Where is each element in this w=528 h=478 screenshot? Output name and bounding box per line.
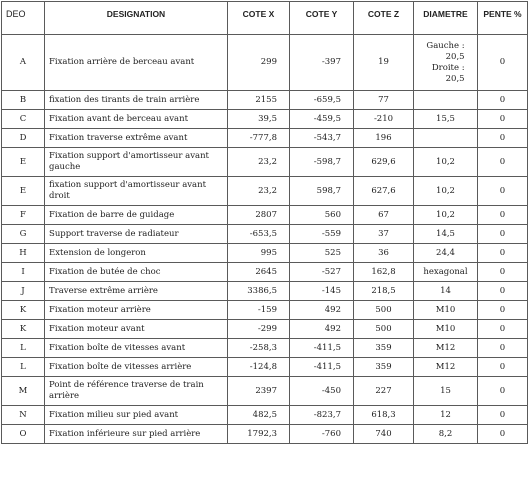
table-row [2, 301, 528, 320]
cell-cote-y: 492 [290, 301, 354, 320]
cell-designation: fixation support d'amortisseur avant droit [45, 177, 228, 206]
cell-pente: 0 [478, 358, 528, 377]
cell-cote-z: 36 [354, 244, 414, 263]
cell-pente: 0 [478, 339, 528, 358]
cell-cote-x: -258,3 [228, 339, 290, 358]
header-cote-z: COTE Z [354, 2, 414, 35]
cell-cote-z: 359 [354, 358, 414, 377]
cell-diametre: M10 [414, 301, 478, 320]
cell-cote-z: 162,8 [354, 263, 414, 282]
cell-deo: E [2, 177, 45, 206]
cell-cote-x: -777,8 [228, 129, 290, 148]
cell-pente: 0 [478, 377, 528, 406]
table-row [2, 110, 528, 129]
header-row [2, 2, 528, 35]
cell-cote-y: -760 [290, 425, 354, 444]
cell-pente: 0 [478, 406, 528, 425]
cell-cote-x: 482,5 [228, 406, 290, 425]
cell-cote-x: 39,5 [228, 110, 290, 129]
cell-pente: 0 [478, 110, 528, 129]
cell-cote-x: -299 [228, 320, 290, 339]
header-deo: DEO [2, 2, 45, 35]
cell-deo: C [2, 110, 45, 129]
table-row [2, 148, 528, 177]
header-pente: PENTE % [478, 2, 528, 35]
cell-deo: F [2, 206, 45, 225]
cell-cote-x: 2645 [228, 263, 290, 282]
cell-pente: 0 [478, 425, 528, 444]
diametre-left-value: 20,5 [445, 51, 465, 62]
cell-cote-y: -411,5 [290, 358, 354, 377]
cell-cote-z: 629,6 [354, 148, 414, 177]
table-row [2, 263, 528, 282]
cell-diametre: 24,4 [414, 244, 478, 263]
cell-cote-z: 19 [354, 35, 414, 91]
cell-cote-z: 618,3 [354, 406, 414, 425]
cell-cote-y: -659,5 [290, 91, 354, 110]
cell-cote-z: 740 [354, 425, 414, 444]
cell-pente: 0 [478, 244, 528, 263]
cell-cote-z: 359 [354, 339, 414, 358]
cell-designation: Fixation traverse extrême avant [45, 129, 228, 148]
cell-diametre: 14 [414, 282, 478, 301]
cell-cote-y: -459,5 [290, 110, 354, 129]
cell-designation: Fixation inférieure sur pied arrière [45, 425, 228, 444]
header-cote-x: COTE X [228, 2, 290, 35]
cell-deo: J [2, 282, 45, 301]
cell-designation: Fixation arrière de berceau avant [45, 35, 228, 91]
cell-cote-y: 492 [290, 320, 354, 339]
cell-diametre: hexagonal [414, 263, 478, 282]
cell-designation: Point de référence traverse de train arrière [45, 377, 228, 406]
table-row [2, 129, 528, 148]
cell-cote-x: 23,2 [228, 148, 290, 177]
cell-designation: Support traverse de radiateur [45, 225, 228, 244]
dimensions-table [1, 1, 528, 444]
cell-cote-x: 2397 [228, 377, 290, 406]
cell-deo: L [2, 339, 45, 358]
cell-cote-x: 2155 [228, 91, 290, 110]
cell-pente: 0 [478, 206, 528, 225]
cell-cote-x: 299 [228, 35, 290, 91]
header-designation: DESIGNATION [45, 2, 228, 35]
cell-designation: Traverse extrême arrière [45, 282, 228, 301]
cell-pente: 0 [478, 35, 528, 91]
cell-cote-y: -543,7 [290, 129, 354, 148]
cell-cote-z: 67 [354, 206, 414, 225]
table-row [2, 206, 528, 225]
cell-cote-z: 227 [354, 377, 414, 406]
cell-diametre: 10,2 [414, 206, 478, 225]
cell-diametre: M12 [414, 339, 478, 358]
cell-deo: K [2, 320, 45, 339]
header-cote-y: COTE Y [290, 2, 354, 35]
table-row [2, 244, 528, 263]
table-row [2, 425, 528, 444]
cell-cote-y: -823,7 [290, 406, 354, 425]
cell-pente: 0 [478, 91, 528, 110]
cell-cote-z: 500 [354, 301, 414, 320]
cell-diametre [414, 91, 478, 110]
cell-cote-y: 598,7 [290, 177, 354, 206]
cell-cote-x: 23,2 [228, 177, 290, 206]
cell-cote-x: 2807 [228, 206, 290, 225]
cell-deo: E [2, 148, 45, 177]
cell-pente: 0 [478, 129, 528, 148]
cell-diametre: 15 [414, 377, 478, 406]
table-row [2, 35, 528, 91]
cell-deo: D [2, 129, 45, 148]
cell-designation: Fixation milieu sur pied avant [45, 406, 228, 425]
cell-diametre: 10,2 [414, 177, 478, 206]
diametre-left-label: Gauche : [426, 40, 465, 51]
cell-cote-z: -210 [354, 110, 414, 129]
cell-deo: B [2, 91, 45, 110]
cell-cote-x: -653,5 [228, 225, 290, 244]
cell-diametre: 15,5 [414, 110, 478, 129]
cell-cote-x: 1792,3 [228, 425, 290, 444]
cell-cote-y: -598,7 [290, 148, 354, 177]
cell-designation: Fixation moteur avant [45, 320, 228, 339]
diametre-right-value: 20,5 [445, 73, 465, 84]
cell-deo: I [2, 263, 45, 282]
diametre-multiline [426, 41, 464, 85]
table-row [2, 358, 528, 377]
table-row [2, 91, 528, 110]
cell-cote-z: 77 [354, 91, 414, 110]
cell-cote-x: -159 [228, 301, 290, 320]
cell-deo: H [2, 244, 45, 263]
cell-deo: N [2, 406, 45, 425]
cell-cote-y: -559 [290, 225, 354, 244]
cell-cote-y: -397 [290, 35, 354, 91]
cell-cote-z: 196 [354, 129, 414, 148]
cell-diametre: M12 [414, 358, 478, 377]
cell-cote-y: -145 [290, 282, 354, 301]
cell-cote-y: -411,5 [290, 339, 354, 358]
cell-cote-z: 500 [354, 320, 414, 339]
table-row [2, 282, 528, 301]
cell-designation: fixation des tirants de train arrière [45, 91, 228, 110]
cell-pente: 0 [478, 177, 528, 206]
cell-diametre: M10 [414, 320, 478, 339]
cell-designation: Fixation boîte de vitesses avant [45, 339, 228, 358]
table-row [2, 225, 528, 244]
cell-deo: G [2, 225, 45, 244]
cell-diametre: 12 [414, 406, 478, 425]
cell-cote-x: 995 [228, 244, 290, 263]
cell-diametre: 8,2 [414, 425, 478, 444]
cell-designation: Fixation de butée de choc [45, 263, 228, 282]
cell-deo: K [2, 301, 45, 320]
cell-diametre [414, 35, 478, 91]
cell-deo: A [2, 35, 45, 91]
cell-pente: 0 [478, 301, 528, 320]
cell-pente: 0 [478, 320, 528, 339]
cell-diametre: 10,2 [414, 148, 478, 177]
cell-designation: Fixation moteur arrière [45, 301, 228, 320]
cell-diametre: 14,5 [414, 225, 478, 244]
table-row [2, 177, 528, 206]
cell-pente: 0 [478, 148, 528, 177]
cell-diametre [414, 129, 478, 148]
cell-deo: L [2, 358, 45, 377]
cell-pente: 0 [478, 263, 528, 282]
cell-designation: Extension de longeron [45, 244, 228, 263]
cell-deo: O [2, 425, 45, 444]
cell-cote-y: -527 [290, 263, 354, 282]
cell-cote-x: 3386,5 [228, 282, 290, 301]
table-row [2, 339, 528, 358]
cell-designation: Fixation avant de berceau avant [45, 110, 228, 129]
cell-designation: Fixation support d'amortisseur avant gauche [45, 148, 228, 177]
header-diametre: DIAMETRE [414, 2, 478, 35]
cell-cote-z: 218,5 [354, 282, 414, 301]
cell-deo: M [2, 377, 45, 406]
cell-pente: 0 [478, 225, 528, 244]
cell-designation: Fixation boîte de vitesses arrière [45, 358, 228, 377]
cell-cote-z: 37 [354, 225, 414, 244]
table-row [2, 406, 528, 425]
cell-cote-y: 525 [290, 244, 354, 263]
cell-cote-z: 627,6 [354, 177, 414, 206]
table-row [2, 320, 528, 339]
cell-cote-x: -124,8 [228, 358, 290, 377]
cell-pente: 0 [478, 282, 528, 301]
table-row [2, 377, 528, 406]
cell-designation: Fixation de barre de guidage [45, 206, 228, 225]
diametre-right-label: Droite : [431, 62, 465, 73]
cell-cote-y: 560 [290, 206, 354, 225]
cell-cote-y: -450 [290, 377, 354, 406]
